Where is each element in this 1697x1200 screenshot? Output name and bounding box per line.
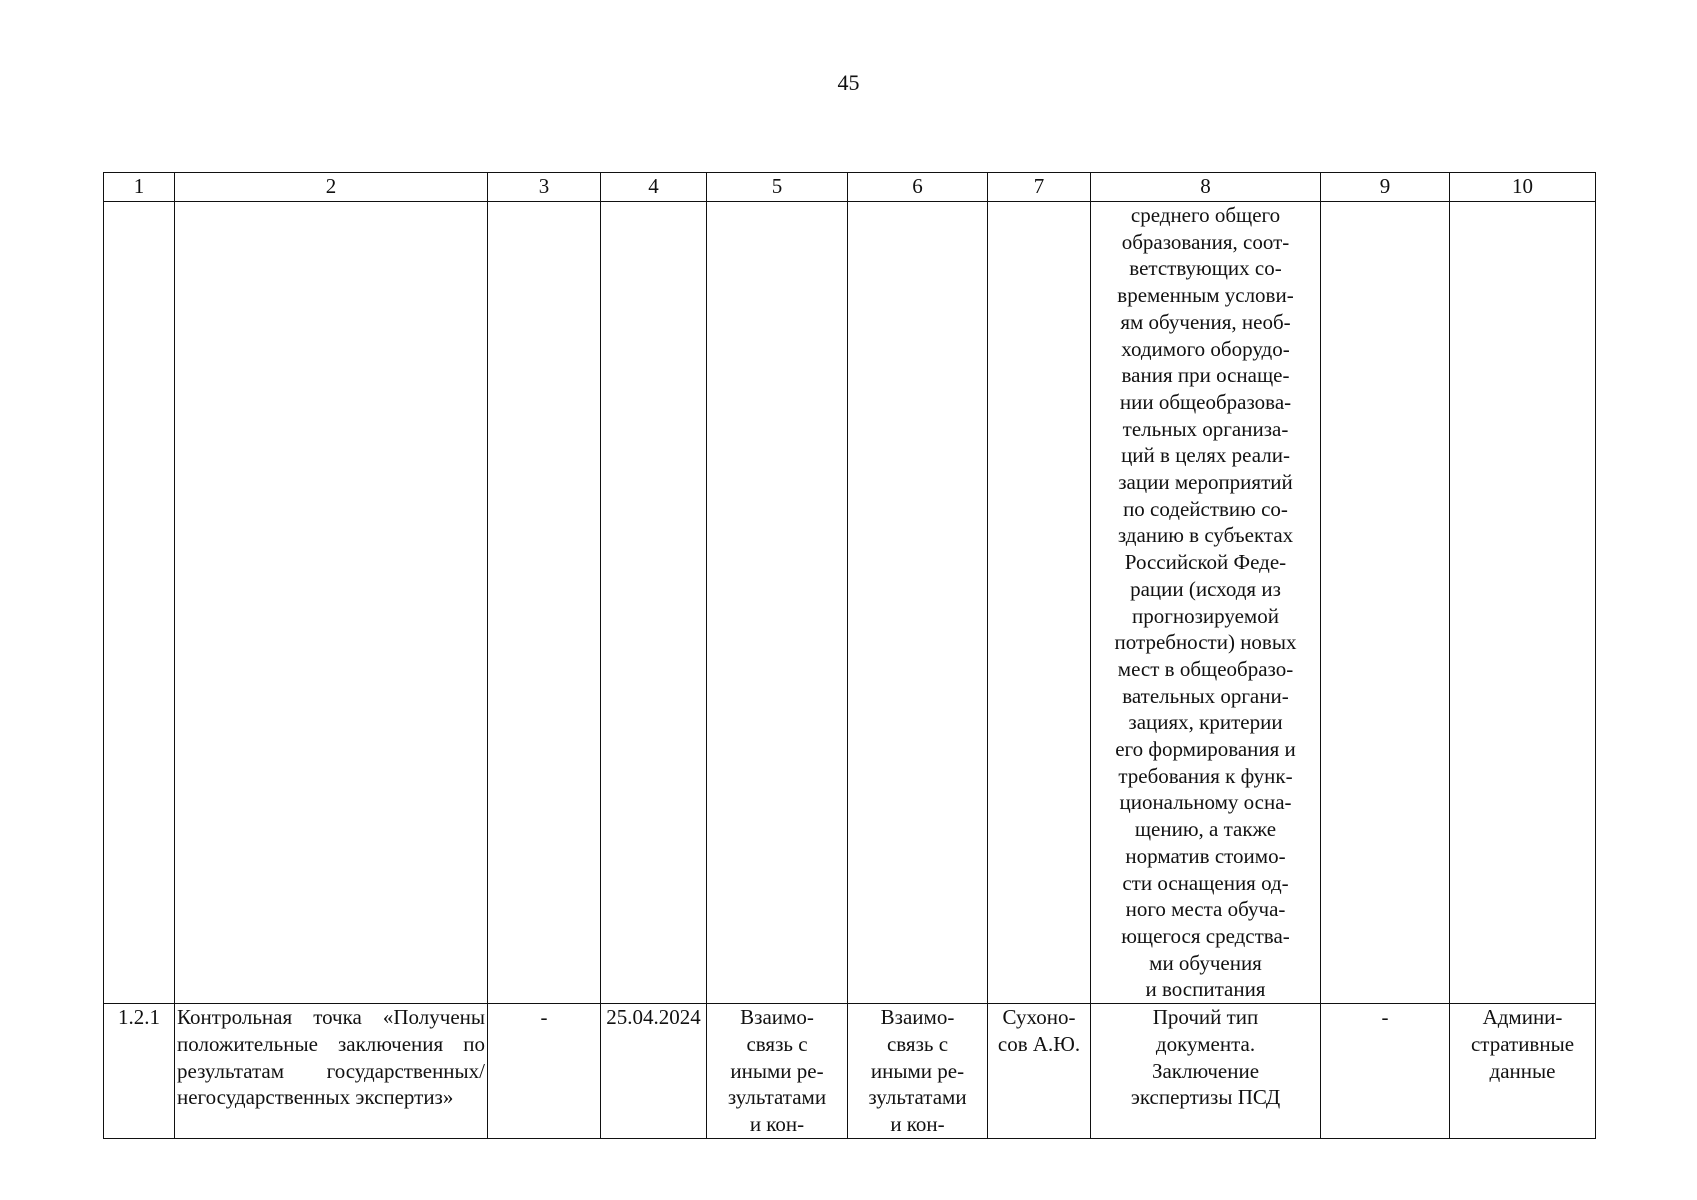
empty-cell: [988, 202, 1091, 1004]
column-number: 6: [848, 173, 988, 202]
successor-relation: Взаимо- связь с иными ре- зультатами и кон-: [848, 1004, 988, 1139]
column-number: 7: [988, 173, 1091, 202]
empty-cell: [104, 202, 175, 1004]
document-type-continuation: среднего общего образования, соот- ветствующих со- временным услови- ям обучения, необ- ходимого оборудо- вания при оснаще- нии общеобразова- тельных организа- ций в целях реали- зации мероприятий по содействию со- зданию в субъектах Российской Феде- рации (исходя из прогнозируемой потребности) новых мест в общеобразо- вательных органи- зациях, критерии его формирования и требования к функ- циональному осна- щению, а также норматив стоимо- сти оснащения од- ного места обуча- ющегося средства- ми обучения и воспитания: [1091, 202, 1321, 1004]
responsible-person: Сухоно- сов А.Ю.: [988, 1004, 1091, 1139]
due-date: 25.04.2024: [601, 1004, 707, 1139]
predecessor-relation: Взаимо- связь с иными ре- зультатами и кон-: [707, 1004, 848, 1139]
info-system-cell: -: [1321, 1004, 1450, 1139]
column-number: 4: [601, 173, 707, 202]
empty-cell: [601, 202, 707, 1004]
continuation-row: [104, 202, 1596, 1004]
column-number: 8: [1091, 173, 1321, 202]
empty-cell: [848, 202, 988, 1004]
empty-cell: [488, 202, 601, 1004]
column-number: 1: [104, 173, 175, 202]
empty-cell: [707, 202, 848, 1004]
column-number: 9: [1321, 173, 1450, 202]
page-number: 45: [837, 70, 860, 95]
column-number: 2: [175, 173, 488, 202]
plan-table: [103, 172, 1596, 1139]
empty-cell: [175, 202, 488, 1004]
empty-cell: [1321, 202, 1450, 1004]
base-value-cell: -: [488, 1004, 601, 1139]
column-number-row: [104, 173, 1596, 202]
column-number: 3: [488, 173, 601, 202]
data-source: Админи- стративные данные: [1450, 1004, 1596, 1139]
table-row: [104, 1004, 1596, 1139]
column-number: 10: [1450, 173, 1596, 202]
document-type: Прочий тип документа. Заключение экспертизы ПСД: [1091, 1004, 1321, 1139]
column-number: 5: [707, 173, 848, 202]
row-number: 1.2.1: [104, 1004, 175, 1139]
empty-cell: [1450, 202, 1596, 1004]
control-point-name: Контрольная точка «Получены положительные заключения по результатам государственных/негосударственных экспертиз»: [175, 1004, 488, 1139]
